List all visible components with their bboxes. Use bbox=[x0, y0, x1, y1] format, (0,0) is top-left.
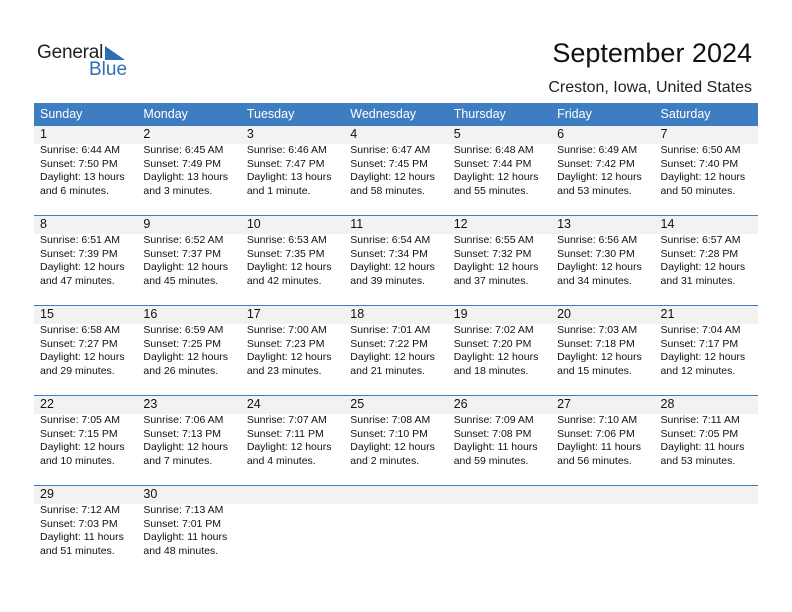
sunset-text: Sunset: 7:15 PM bbox=[40, 427, 118, 440]
day-number: 28 bbox=[660, 397, 675, 411]
daylight-text: Daylight: 12 hours bbox=[143, 261, 229, 274]
daylight-minutes-text: and 10 minutes. bbox=[40, 454, 115, 467]
calendar-week-row bbox=[34, 305, 758, 395]
sunrise-text: Sunrise: 7:08 AM bbox=[350, 414, 431, 426]
daylight-text: Daylight: 12 hours bbox=[660, 261, 746, 274]
daylight-text: Daylight: 12 hours bbox=[246, 441, 332, 454]
day-number: 25 bbox=[350, 397, 365, 411]
daylight-minutes-text: and 31 minutes. bbox=[660, 274, 736, 287]
day-cell bbox=[137, 305, 240, 378]
daylight-minutes-text: and 23 minutes. bbox=[246, 364, 322, 377]
daylight-text: Daylight: 12 hours bbox=[246, 261, 332, 274]
daylight-text: Daylight: 12 hours bbox=[40, 261, 125, 274]
day-cell bbox=[137, 395, 240, 468]
sunrise-text: Sunrise: 7:12 AM bbox=[40, 504, 120, 516]
logo-general-text: General bbox=[37, 42, 104, 63]
day-cell bbox=[34, 305, 137, 378]
weekday-header: Thursday bbox=[453, 107, 506, 121]
day-number: 8 bbox=[40, 217, 47, 231]
daylight-text: Daylight: 13 hours bbox=[143, 171, 229, 184]
day-cell bbox=[241, 305, 344, 378]
daylight-text: Daylight: 12 hours bbox=[453, 171, 539, 184]
day-cell bbox=[551, 485, 654, 558]
day-cell bbox=[551, 395, 654, 468]
calendar-grid bbox=[34, 103, 758, 575]
day-cell bbox=[34, 485, 137, 558]
day-cell bbox=[551, 215, 654, 288]
sunrise-text: Sunrise: 6:54 AM bbox=[350, 234, 431, 246]
sunrise-text: Sunrise: 7:03 AM bbox=[557, 324, 638, 336]
sunset-text: Sunset: 7:11 PM bbox=[246, 427, 324, 440]
location-subtitle: Creston, Iowa, United States bbox=[548, 79, 752, 96]
day-number: 9 bbox=[143, 217, 151, 231]
sunrise-text: Sunrise: 6:53 AM bbox=[246, 234, 327, 246]
sunrise-text: Sunrise: 6:49 AM bbox=[557, 144, 638, 156]
sunset-text: Sunset: 7:45 PM bbox=[350, 157, 428, 170]
sunset-text: Sunset: 7:50 PM bbox=[40, 157, 118, 170]
calendar-weeks bbox=[34, 125, 758, 575]
sunset-text: Sunset: 7:10 PM bbox=[350, 427, 428, 440]
daylight-text: Daylight: 11 hours bbox=[660, 441, 745, 454]
daylight-minutes-text: and 48 minutes. bbox=[143, 544, 219, 557]
sunrise-text: Sunrise: 7:13 AM bbox=[143, 504, 224, 516]
sunrise-text: Sunrise: 6:52 AM bbox=[143, 234, 224, 246]
week-cells bbox=[34, 125, 758, 198]
calendar-week-row bbox=[34, 215, 758, 305]
daylight-text: Daylight: 12 hours bbox=[350, 171, 435, 184]
weekday-header-row bbox=[34, 103, 758, 125]
sunset-text: Sunset: 7:05 PM bbox=[660, 427, 739, 440]
daylight-minutes-text: and 51 minutes. bbox=[40, 544, 115, 557]
sunrise-text: Sunrise: 6:51 AM bbox=[40, 234, 120, 246]
day-number: 6 bbox=[557, 127, 565, 141]
daylight-minutes-text: and 45 minutes. bbox=[143, 274, 219, 287]
calendar-week-row bbox=[34, 125, 758, 215]
day-number: 12 bbox=[453, 217, 468, 231]
day-cell bbox=[344, 395, 447, 468]
day-number: 17 bbox=[246, 307, 261, 321]
daylight-minutes-text: and 58 minutes. bbox=[350, 184, 425, 197]
sunrise-text: Sunrise: 6:45 AM bbox=[143, 144, 224, 156]
daylight-text: Daylight: 12 hours bbox=[246, 351, 332, 364]
daylight-text: Daylight: 13 hours bbox=[40, 171, 125, 184]
day-number: 20 bbox=[557, 307, 572, 321]
sunset-text: Sunset: 7:17 PM bbox=[660, 337, 739, 350]
day-cell bbox=[655, 395, 758, 468]
weekday-header: Wednesday bbox=[350, 107, 417, 121]
sunrise-text: Sunrise: 6:48 AM bbox=[453, 144, 534, 156]
sunset-text: Sunset: 7:01 PM bbox=[143, 517, 222, 530]
sunset-text: Sunset: 7:39 PM bbox=[40, 247, 118, 260]
day-number: 24 bbox=[246, 397, 261, 411]
daylight-text: Daylight: 12 hours bbox=[143, 351, 229, 364]
day-cell bbox=[655, 305, 758, 378]
daylight-minutes-text: and 47 minutes. bbox=[40, 274, 115, 287]
daylight-text: Daylight: 12 hours bbox=[557, 261, 642, 274]
day-number: 30 bbox=[143, 487, 158, 501]
weekday-header: Friday bbox=[557, 107, 592, 121]
sunrise-text: Sunrise: 7:01 AM bbox=[350, 324, 431, 336]
sunset-text: Sunset: 7:30 PM bbox=[557, 247, 635, 260]
day-cell bbox=[241, 125, 344, 198]
day-cell bbox=[551, 305, 654, 378]
day-number: 1 bbox=[40, 127, 47, 141]
daylight-minutes-text: and 18 minutes. bbox=[453, 364, 529, 377]
daylight-minutes-text: and 3 minutes. bbox=[143, 184, 213, 197]
day-cell bbox=[137, 485, 240, 558]
day-number: 21 bbox=[660, 307, 675, 321]
day-cell bbox=[448, 215, 551, 288]
day-number: 3 bbox=[246, 127, 254, 141]
daylight-text: Daylight: 11 hours bbox=[40, 531, 124, 544]
daylight-minutes-text: and 59 minutes. bbox=[453, 454, 529, 467]
daylight-minutes-text: and 26 minutes. bbox=[143, 364, 219, 377]
sunrise-text: Sunrise: 7:07 AM bbox=[246, 414, 327, 426]
sunrise-text: Sunrise: 7:11 AM bbox=[660, 414, 740, 426]
week-cells bbox=[34, 305, 758, 378]
day-cell bbox=[448, 485, 551, 558]
daylight-minutes-text: and 34 minutes. bbox=[557, 274, 632, 287]
day-cell bbox=[344, 125, 447, 198]
sunset-text: Sunset: 7:27 PM bbox=[40, 337, 118, 350]
daylight-minutes-text: and 15 minutes. bbox=[557, 364, 632, 377]
sunrise-text: Sunrise: 6:55 AM bbox=[453, 234, 534, 246]
sunset-text: Sunset: 7:08 PM bbox=[453, 427, 532, 440]
day-number: 19 bbox=[453, 307, 468, 321]
day-number: 29 bbox=[40, 487, 54, 501]
daylight-minutes-text: and 55 minutes. bbox=[453, 184, 529, 197]
sunset-text: Sunset: 7:03 PM bbox=[40, 517, 118, 530]
day-number: 10 bbox=[246, 217, 261, 231]
daylight-text: Daylight: 12 hours bbox=[350, 261, 435, 274]
day-number bbox=[247, 485, 344, 504]
weekday-header: Saturday bbox=[660, 107, 711, 121]
daylight-text: Daylight: 12 hours bbox=[660, 171, 746, 184]
daylight-minutes-text: and 1 minute. bbox=[246, 184, 311, 197]
logo bbox=[37, 42, 137, 82]
day-cell bbox=[655, 215, 758, 288]
sunset-text: Sunset: 7:18 PM bbox=[557, 337, 635, 350]
sunset-text: Sunset: 7:42 PM bbox=[557, 157, 635, 170]
sunrise-text: Sunrise: 6:56 AM bbox=[557, 234, 638, 246]
sunrise-text: Sunrise: 7:05 AM bbox=[40, 414, 120, 426]
calendar-week-row bbox=[34, 485, 758, 575]
day-cell bbox=[551, 125, 654, 198]
day-cell bbox=[655, 485, 758, 558]
weekday-header: Tuesday bbox=[246, 107, 295, 121]
day-cell bbox=[448, 395, 551, 468]
day-cell bbox=[448, 305, 551, 378]
sunset-text: Sunset: 7:22 PM bbox=[350, 337, 428, 350]
daylight-text: Daylight: 12 hours bbox=[557, 351, 642, 364]
weekday-header: Sunday bbox=[40, 107, 83, 121]
daylight-text: Daylight: 12 hours bbox=[453, 261, 539, 274]
sunset-text: Sunset: 7:40 PM bbox=[660, 157, 739, 170]
day-number: 23 bbox=[143, 397, 158, 411]
day-cell bbox=[241, 215, 344, 288]
day-cell bbox=[34, 125, 137, 198]
week-cells bbox=[34, 485, 758, 558]
sunset-text: Sunset: 7:32 PM bbox=[453, 247, 532, 260]
daylight-minutes-text: and 53 minutes. bbox=[660, 454, 736, 467]
sunset-text: Sunset: 7:35 PM bbox=[246, 247, 325, 260]
sunrise-text: Sunrise: 6:57 AM bbox=[660, 234, 741, 246]
day-number bbox=[350, 485, 447, 504]
sunset-text: Sunset: 7:06 PM bbox=[557, 427, 635, 440]
sunrise-text: Sunrise: 6:59 AM bbox=[143, 324, 224, 336]
day-number bbox=[454, 485, 551, 504]
sunrise-text: Sunrise: 7:10 AM bbox=[557, 414, 638, 426]
week-cells bbox=[34, 215, 758, 288]
daylight-minutes-text: and 42 minutes. bbox=[246, 274, 322, 287]
daylight-minutes-text: and 29 minutes. bbox=[40, 364, 115, 377]
daylight-minutes-text: and 7 minutes. bbox=[143, 454, 213, 467]
sunset-text: Sunset: 7:13 PM bbox=[143, 427, 222, 440]
sunset-text: Sunset: 7:49 PM bbox=[143, 157, 222, 170]
daylight-minutes-text: and 53 minutes. bbox=[557, 184, 632, 197]
sunrise-text: Sunrise: 7:06 AM bbox=[143, 414, 224, 426]
daylight-text: Daylight: 12 hours bbox=[143, 441, 229, 454]
day-number: 14 bbox=[660, 217, 675, 231]
sunrise-text: Sunrise: 7:00 AM bbox=[246, 324, 327, 336]
daylight-minutes-text: and 2 minutes. bbox=[350, 454, 420, 467]
daylight-text: Daylight: 12 hours bbox=[40, 441, 125, 454]
day-cell bbox=[655, 125, 758, 198]
daylight-text: Daylight: 12 hours bbox=[660, 351, 746, 364]
sunset-text: Sunset: 7:34 PM bbox=[350, 247, 428, 260]
sunrise-text: Sunrise: 6:46 AM bbox=[246, 144, 327, 156]
sunrise-text: Sunrise: 6:58 AM bbox=[40, 324, 120, 336]
day-number: 27 bbox=[557, 397, 572, 411]
day-cell bbox=[34, 215, 137, 288]
page-title: September 2024 bbox=[552, 38, 752, 68]
day-number bbox=[661, 485, 758, 504]
daylight-minutes-text: and 39 minutes. bbox=[350, 274, 425, 287]
daylight-minutes-text: and 37 minutes. bbox=[453, 274, 529, 287]
sunrise-text: Sunrise: 6:44 AM bbox=[40, 144, 120, 156]
calendar-week-row bbox=[34, 395, 758, 485]
day-cell bbox=[344, 485, 447, 558]
daylight-text: Daylight: 12 hours bbox=[557, 171, 642, 184]
daylight-text: Daylight: 11 hours bbox=[453, 441, 538, 454]
day-number: 5 bbox=[453, 127, 461, 141]
day-number: 26 bbox=[453, 397, 468, 411]
daylight-minutes-text: and 56 minutes. bbox=[557, 454, 632, 467]
sunrise-text: Sunrise: 7:02 AM bbox=[453, 324, 534, 336]
day-number: 7 bbox=[660, 127, 668, 141]
sunrise-text: Sunrise: 7:09 AM bbox=[453, 414, 534, 426]
day-cell bbox=[241, 395, 344, 468]
day-cell bbox=[34, 395, 137, 468]
week-cells bbox=[34, 395, 758, 468]
day-number: 2 bbox=[143, 127, 151, 141]
weekday-header: Monday bbox=[143, 107, 188, 121]
day-number: 11 bbox=[350, 217, 364, 231]
day-number: 4 bbox=[350, 127, 358, 141]
day-cell bbox=[137, 215, 240, 288]
day-number bbox=[557, 485, 654, 504]
sunrise-text: Sunrise: 6:50 AM bbox=[660, 144, 741, 156]
sunset-text: Sunset: 7:47 PM bbox=[246, 157, 325, 170]
daylight-text: Daylight: 13 hours bbox=[246, 171, 332, 184]
day-number: 22 bbox=[40, 397, 54, 411]
daylight-minutes-text: and 50 minutes. bbox=[660, 184, 736, 197]
daylight-text: Daylight: 12 hours bbox=[453, 351, 539, 364]
daylight-text: Daylight: 12 hours bbox=[350, 441, 435, 454]
sunrise-text: Sunrise: 7:04 AM bbox=[660, 324, 741, 336]
day-cell bbox=[344, 215, 447, 288]
daylight-minutes-text: and 12 minutes. bbox=[660, 364, 736, 377]
day-cell bbox=[241, 485, 344, 558]
day-cell bbox=[448, 125, 551, 198]
day-cell bbox=[344, 305, 447, 378]
daylight-text: Daylight: 11 hours bbox=[557, 441, 641, 454]
sunrise-text: Sunrise: 6:47 AM bbox=[350, 144, 431, 156]
day-number: 15 bbox=[40, 307, 54, 321]
day-number: 16 bbox=[143, 307, 158, 321]
logo-blue-text: Blue bbox=[89, 59, 128, 80]
sunset-text: Sunset: 7:20 PM bbox=[453, 337, 532, 350]
day-cell bbox=[137, 125, 240, 198]
daylight-minutes-text: and 4 minutes. bbox=[246, 454, 316, 467]
sunset-text: Sunset: 7:37 PM bbox=[143, 247, 222, 260]
daylight-text: Daylight: 11 hours bbox=[143, 531, 228, 544]
day-number: 13 bbox=[557, 217, 572, 231]
daylight-text: Daylight: 12 hours bbox=[350, 351, 435, 364]
daylight-minutes-text: and 21 minutes. bbox=[350, 364, 425, 377]
sunset-text: Sunset: 7:25 PM bbox=[143, 337, 222, 350]
daylight-text: Daylight: 12 hours bbox=[40, 351, 125, 364]
sunset-text: Sunset: 7:44 PM bbox=[453, 157, 532, 170]
sunset-text: Sunset: 7:23 PM bbox=[246, 337, 325, 350]
sunset-text: Sunset: 7:28 PM bbox=[660, 247, 739, 260]
day-number: 18 bbox=[350, 307, 365, 321]
daylight-minutes-text: and 6 minutes. bbox=[40, 184, 109, 197]
